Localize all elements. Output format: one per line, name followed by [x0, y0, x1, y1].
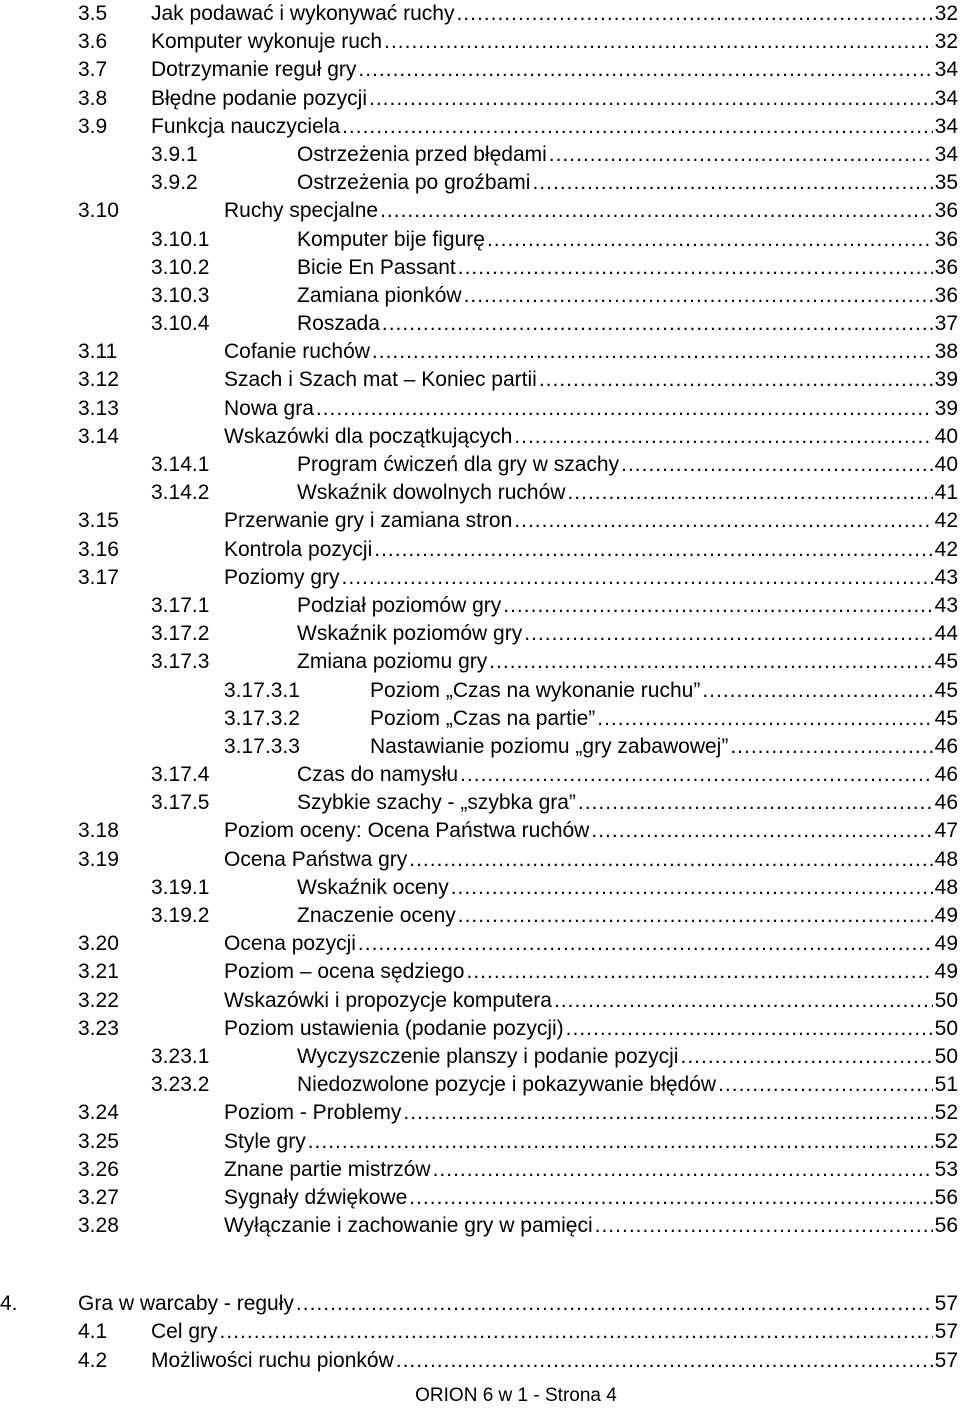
dot-leader	[316, 395, 933, 423]
toc-entry[interactable]	[0, 141, 960, 169]
toc-entry[interactable]	[0, 423, 960, 451]
dot-leader	[358, 930, 933, 958]
toc-entry-number: 3.6	[78, 30, 108, 54]
toc-entry-number: 3.10.2	[151, 255, 210, 279]
toc-entry-line	[224, 1128, 958, 1156]
toc-entry-page-number: 39	[934, 368, 958, 392]
toc-entry-title: Wyłączanie i zachowanie gry w pamięci	[224, 1214, 593, 1238]
toc-entry-number: 3.22	[78, 988, 119, 1012]
toc-entry[interactable]	[0, 958, 960, 986]
toc-entry-title: Ocena Państwa gry	[224, 847, 408, 871]
toc-entry-title: Nowa gra	[224, 396, 314, 420]
toc-entry[interactable]	[0, 169, 960, 197]
toc-entry-number: 3.14.1	[151, 453, 210, 476]
dot-leader	[382, 310, 933, 338]
dot-leader	[578, 789, 933, 817]
dot-leader	[409, 1184, 932, 1212]
toc-entry[interactable]	[0, 0, 960, 28]
toc-entry-title: Błędne podanie pozycji	[151, 86, 367, 110]
toc-entry-page-number: 34	[934, 114, 958, 138]
toc-entry-line	[370, 733, 958, 761]
toc-entry-number: 3.19.2	[151, 904, 210, 927]
toc-entry-number: 3.10.1	[151, 227, 210, 251]
toc-entry-number: 3.25	[78, 1129, 119, 1153]
toc-entry-page-number: 46	[934, 791, 958, 815]
toc-entry-title: Program ćwiczeń dla gry w szachy	[297, 453, 620, 476]
dot-leader	[503, 592, 932, 620]
toc-entry-number: 3.26	[78, 1157, 119, 1181]
toc-entry[interactable]	[0, 28, 960, 56]
toc-entry-number: 3.28	[78, 1214, 119, 1238]
toc-entry-title: Bicie En Passant	[297, 255, 456, 279]
toc-entry-title: Poziom - Problemy	[224, 1101, 402, 1125]
toc-entry-page-number: 47	[934, 819, 958, 843]
toc-entry-line	[151, 85, 958, 113]
toc-entry-line	[224, 1015, 958, 1043]
toc-entry-title: Roszada	[297, 312, 380, 336]
dot-leader	[342, 564, 933, 592]
toc-entry[interactable]	[0, 620, 960, 648]
toc-entry-title: Cel gry	[151, 1320, 218, 1344]
toc-entry-number: 3.10.3	[151, 283, 210, 307]
toc-entry-title: Cofanie ruchów	[224, 340, 370, 364]
toc-entry-number: 3.17	[78, 565, 119, 589]
toc-entry-page-number: 37	[934, 312, 958, 336]
toc-entry[interactable]	[0, 1156, 960, 1184]
dot-leader	[467, 958, 933, 986]
dot-leader	[358, 56, 932, 84]
toc-entry[interactable]	[0, 592, 960, 620]
dot-leader	[369, 85, 933, 113]
toc-entry[interactable]	[0, 1099, 960, 1127]
toc-entry-line	[224, 958, 958, 986]
toc-entry-title: Wskazówki i propozycje komputera	[224, 988, 552, 1012]
toc-entry-line	[78, 1290, 958, 1318]
dot-leader	[220, 1318, 933, 1346]
toc-entry-number: 3.9	[78, 114, 108, 138]
toc-entry-line	[297, 254, 958, 282]
toc-entry-number: 3.10.4	[151, 312, 210, 336]
toc-entry[interactable]	[0, 85, 960, 113]
toc-entry-title: Przerwanie gry i zamiana stron	[224, 509, 513, 533]
toc-entry-number: 3.24	[78, 1101, 119, 1125]
toc-entry-number: 3.5	[78, 2, 108, 25]
dot-leader	[539, 366, 933, 394]
toc-entry[interactable]	[0, 310, 960, 338]
toc-entry[interactable]	[0, 987, 960, 1015]
toc-entry-title: Podział poziomów gry	[297, 593, 502, 617]
toc-entry-number: 3.23	[78, 1016, 119, 1040]
dot-leader	[384, 28, 933, 56]
toc-entry-title: Ostrzeżenia przed błędami	[297, 142, 547, 166]
toc-entry-page-number: 57	[934, 1292, 958, 1316]
toc-entry-title: Czas do namysłu	[297, 763, 459, 787]
toc-entry-number: 3.14	[78, 424, 119, 448]
toc-entry-number: 3.18	[78, 819, 119, 843]
page-footer	[0, 1384, 960, 1408]
toc-entry[interactable]	[0, 648, 960, 676]
toc-entry-line	[297, 169, 958, 197]
toc-entry[interactable]	[0, 564, 960, 592]
toc-entry-page-number: 45	[934, 706, 958, 730]
toc-entry[interactable]	[0, 1128, 960, 1156]
toc-entry-page-number: 48	[934, 847, 958, 871]
toc-entry-title: Niedozwolone pozycje i pokazywanie błędów	[297, 1073, 717, 1097]
toc-entry-number: 3.17.3.2	[224, 706, 300, 730]
toc-entry-title: Komputer bije figurę	[297, 227, 485, 251]
toc-entry-page-number: 52	[934, 1129, 958, 1153]
toc-entry-number: 3.17.2	[151, 622, 210, 646]
toc-entry-title: Znaczenie oceny	[297, 904, 456, 927]
toc-entry-title: Wyczyszczenie planszy i podanie pozycji	[297, 1044, 679, 1068]
toc-entry-title: Funkcja nauczyciela	[151, 114, 341, 138]
toc-entry-title: Ostrzeżenia po groźbami	[297, 171, 531, 195]
toc-entry-number: 3.20	[78, 932, 119, 956]
dot-leader	[342, 113, 933, 141]
toc-entry-page-number: 45	[934, 678, 958, 702]
toc-section-4	[0, 1290, 960, 1375]
toc-entry-page-number: 34	[934, 142, 958, 166]
toc-entry-title: Szach i Szach mat – Koniec partii	[224, 368, 537, 392]
toc-entry-line	[297, 902, 958, 930]
toc-entry[interactable]	[0, 282, 960, 310]
toc-entry-page-number: 36	[934, 199, 958, 223]
toc-entry-number: 3.17.3	[151, 650, 210, 674]
toc-entry-line	[151, 1347, 958, 1375]
toc-entry-number: 3.27	[78, 1185, 119, 1209]
toc-entry[interactable]	[0, 846, 960, 874]
toc-entry-page-number: 32	[934, 30, 958, 54]
toc-entry-line	[224, 930, 958, 958]
toc-entry[interactable]	[0, 1212, 960, 1240]
toc-entry[interactable]	[0, 1184, 960, 1212]
toc-entry-number: 3.17.3.1	[224, 678, 300, 702]
toc-entry[interactable]	[0, 197, 960, 225]
toc-entry[interactable]	[0, 507, 960, 535]
toc-entry-page-number: 52	[934, 1101, 958, 1125]
toc-entry-number: 3.7	[78, 58, 108, 82]
dot-leader	[489, 648, 932, 676]
dot-leader	[567, 479, 932, 507]
dot-leader	[680, 1043, 932, 1071]
dot-leader	[487, 226, 933, 254]
toc-entry[interactable]	[0, 733, 960, 761]
toc-entry-line	[224, 338, 958, 366]
toc-entry-page-number: 49	[934, 932, 958, 956]
toc-entry-line	[224, 1099, 958, 1127]
dot-leader	[433, 1156, 933, 1184]
toc-entry-number: 3.9.2	[151, 171, 198, 195]
toc-entry[interactable]	[0, 677, 960, 705]
toc-entry-page-number: 50	[934, 1044, 958, 1068]
toc-entry-title: Kontrola pozycji	[224, 537, 373, 561]
toc-entry[interactable]	[0, 254, 960, 282]
toc-entry[interactable]	[0, 395, 960, 423]
toc-entry-line	[224, 1184, 958, 1212]
dot-leader	[597, 705, 932, 733]
dot-leader	[591, 817, 932, 845]
toc-entry-number: 3.21	[78, 960, 119, 984]
toc-entry-page-number: 40	[934, 424, 958, 448]
toc-entry-number: 4.	[0, 1292, 18, 1316]
toc-entry-title: Poziom „Czas na partie”	[370, 706, 596, 730]
toc-entry[interactable]	[0, 1015, 960, 1043]
dot-leader	[374, 536, 932, 564]
toc-entry-title: Znane partie mistrzów	[224, 1157, 431, 1181]
toc-entry-line	[297, 620, 958, 648]
toc-entry-page-number: 34	[934, 86, 958, 110]
toc-entry-page-number: 56	[934, 1214, 958, 1238]
toc-entry[interactable]	[0, 902, 960, 930]
toc-entry-title: Jak podawać i wykonywać ruchy	[151, 2, 455, 25]
toc-entry-page-number: 49	[934, 960, 958, 984]
toc-entry-line	[297, 592, 958, 620]
toc-entry-number: 3.16	[78, 537, 119, 561]
toc-entry-line	[297, 648, 958, 676]
toc-entry-title: Ruchy specjalne	[224, 199, 379, 223]
toc-entry-page-number: 36	[934, 255, 958, 279]
toc-entry-number: 3.8	[78, 86, 108, 110]
toc-entry-line	[370, 705, 958, 733]
toc-entry[interactable]	[0, 479, 960, 507]
toc-entry-page-number: 35	[934, 171, 958, 195]
toc-entry-line	[224, 1212, 958, 1240]
toc-entry-page-number: 39	[934, 396, 958, 420]
toc-entry-page-number: 42	[934, 509, 958, 533]
toc-entry-page-number: 48	[934, 875, 958, 899]
toc-entry[interactable]	[0, 338, 960, 366]
dot-leader	[460, 761, 933, 789]
dot-leader	[532, 169, 932, 197]
dot-leader	[308, 1128, 933, 1156]
dot-leader	[554, 987, 933, 1015]
toc-entry-line	[297, 310, 958, 338]
toc-entry-line	[297, 789, 958, 817]
dot-leader	[372, 338, 933, 366]
toc-entry-number: 4.1	[78, 1320, 108, 1344]
toc-entry-title: Dotrzymanie reguł gry	[151, 58, 357, 82]
toc-entry[interactable]	[0, 1318, 960, 1346]
toc-entry-title: Poziom ustawienia (podanie pozycji)	[224, 1016, 564, 1040]
toc-entry-line	[224, 564, 958, 592]
toc-entry-title: Możliwości ruchu pionków	[151, 1348, 394, 1372]
toc-entry-line	[151, 1318, 958, 1346]
dot-leader	[458, 254, 933, 282]
toc-entry-line	[224, 197, 958, 225]
toc-entry[interactable]	[0, 113, 960, 141]
toc-entry-page-number: 57	[934, 1348, 958, 1372]
toc-entry-title: Wskazówki dla początkujących	[224, 424, 513, 448]
toc-entry-title: Poziomy gry	[224, 565, 340, 589]
toc-entry-title: Zamiana pionków	[297, 283, 462, 307]
toc-entry-line	[297, 226, 958, 254]
toc-entry-line	[370, 677, 958, 705]
toc-entry-number: 3.15	[78, 509, 119, 533]
toc-entry[interactable]	[0, 817, 960, 845]
toc-entry-number: 3.17.5	[151, 791, 210, 815]
toc-entry-title: Szybkie szachy - „szybka gra”	[297, 791, 576, 815]
toc-entry-title: Poziom „Czas na wykonanie ruchu”	[370, 678, 701, 702]
toc-entry-line	[224, 423, 958, 451]
dot-leader	[396, 1347, 933, 1375]
toc-entry-page-number: 51	[934, 1073, 958, 1097]
toc-entry[interactable]	[0, 1071, 960, 1099]
toc-entry-page-number: 50	[934, 1016, 958, 1040]
toc-entry-page-number: 43	[934, 565, 958, 589]
toc-entry[interactable]	[0, 1043, 960, 1071]
toc-entry[interactable]	[0, 930, 960, 958]
dot-leader	[451, 874, 933, 902]
toc-entry-page-number: 38	[934, 340, 958, 364]
toc-entry-number: 3.13	[78, 396, 119, 420]
toc-entry-line	[297, 1043, 958, 1071]
toc-entry-line	[297, 874, 958, 902]
toc-entry[interactable]	[0, 451, 960, 479]
toc-entry[interactable]	[0, 1347, 960, 1375]
toc-entry-number: 3.17.4	[151, 763, 210, 787]
toc-entry[interactable]	[0, 789, 960, 817]
dot-leader	[458, 902, 933, 930]
toc-entry-title: Sygnały dźwiękowe	[224, 1185, 408, 1209]
toc-entry-line	[297, 141, 958, 169]
toc-entry-line	[224, 536, 958, 564]
dot-leader	[456, 0, 932, 28]
toc-entry-title: Wskaźnik oceny	[297, 875, 449, 899]
dot-leader	[409, 846, 932, 874]
toc-entry-line	[297, 479, 958, 507]
toc-entry-number: 3.19.1	[151, 875, 210, 899]
toc-entry-number: 3.10	[78, 199, 119, 223]
toc-entry-line	[297, 1071, 958, 1099]
toc-entry-title: Style gry	[224, 1129, 306, 1153]
dot-leader	[702, 677, 932, 705]
dot-leader	[595, 1212, 933, 1240]
toc-entry-line	[297, 451, 958, 479]
toc-entry-page-number: 45	[934, 650, 958, 674]
dot-leader	[621, 451, 933, 479]
toc-entry-title: Ocena pozycji	[224, 932, 356, 956]
toc-entry-line	[224, 817, 958, 845]
toc-entry-number: 3.14.2	[151, 481, 210, 505]
toc-entry-page-number: 46	[934, 763, 958, 787]
footer-text: ORION 6 w 1 - Strona 4	[415, 1385, 617, 1406]
toc-entry-line	[151, 56, 958, 84]
toc-entry-title: Gra w warcaby - reguły	[78, 1292, 294, 1316]
toc-entry[interactable]	[0, 705, 960, 733]
toc-entry-line	[224, 1156, 958, 1184]
toc-entry-line	[151, 113, 958, 141]
toc-entry-title: Wskaźnik dowolnych ruchów	[297, 481, 566, 505]
toc-entry-title: Komputer wykonuje ruch	[151, 30, 383, 54]
toc-entry-page-number: 57	[934, 1320, 958, 1344]
toc-entry[interactable]	[0, 761, 960, 789]
dot-leader	[464, 282, 933, 310]
dot-leader	[380, 197, 933, 225]
toc-entry-line	[224, 366, 958, 394]
section-gap	[0, 1240, 960, 1290]
toc-entry-title: Poziom oceny: Ocena Państwa ruchów	[224, 819, 590, 843]
toc-entry-page-number: 42	[934, 537, 958, 561]
dot-leader	[514, 423, 932, 451]
toc-entry-page-number: 34	[934, 58, 958, 82]
toc-entry-line	[297, 761, 958, 789]
toc-entry-line	[224, 507, 958, 535]
dot-leader	[730, 733, 932, 761]
toc-entry-line	[224, 395, 958, 423]
toc-entry-page-number: 43	[934, 593, 958, 617]
toc-entry-page-number: 41	[934, 481, 958, 505]
toc-entry[interactable]	[0, 1290, 960, 1318]
dot-leader	[296, 1290, 933, 1318]
toc-entry-number: 3.12	[78, 368, 119, 392]
toc-entry-line	[297, 282, 958, 310]
toc-entry-number: 3.23.1	[151, 1044, 210, 1068]
toc-entry-number: 3.17.1	[151, 593, 210, 617]
toc-entry-title: Poziom – ocena sędziego	[224, 960, 465, 984]
toc-entry[interactable]	[0, 226, 960, 254]
toc-entry-page-number: 56	[934, 1185, 958, 1209]
toc-entry-page-number: 32	[934, 2, 958, 25]
toc-entry-page-number: 53	[934, 1157, 958, 1181]
toc-entry-line	[224, 846, 958, 874]
dot-leader	[514, 507, 932, 535]
toc-entry-page-number: 50	[934, 988, 958, 1012]
toc-entry-page-number: 36	[934, 283, 958, 307]
toc-entry-number: 3.9.1	[151, 142, 198, 166]
toc-entry-number: 3.19	[78, 847, 119, 871]
dot-leader	[549, 141, 933, 169]
toc-entry-page-number: 40	[934, 453, 958, 476]
dot-leader	[524, 620, 932, 648]
toc-entry-page-number: 44	[934, 622, 958, 646]
dot-leader	[403, 1099, 932, 1127]
toc-entry-line	[224, 987, 958, 1015]
toc-entry-page-number: 36	[934, 227, 958, 251]
toc-entry-line	[151, 28, 958, 56]
toc-entry[interactable]	[0, 366, 960, 394]
toc-entry-number: 4.2	[78, 1348, 108, 1372]
dot-leader	[718, 1071, 933, 1099]
toc-entry-title: Zmiana poziomu gry	[297, 650, 488, 674]
toc-entry-page-number: 46	[934, 734, 958, 758]
toc-entry-page-number: 49	[934, 904, 958, 927]
dot-leader	[566, 1015, 933, 1043]
toc-entry-title: Wskaźnik poziomów gry	[297, 622, 523, 646]
toc-entry[interactable]	[0, 536, 960, 564]
toc-entry-number: 3.23.2	[151, 1073, 210, 1097]
toc-entry[interactable]	[0, 874, 960, 902]
toc-entry-line	[151, 0, 958, 28]
toc-entry-number: 3.17.3.3	[224, 734, 300, 758]
toc-entry-number: 3.11	[78, 340, 118, 364]
toc-entry-title: Nastawianie poziomu „gry zabawowej”	[370, 734, 729, 758]
toc-entry[interactable]	[0, 56, 960, 84]
